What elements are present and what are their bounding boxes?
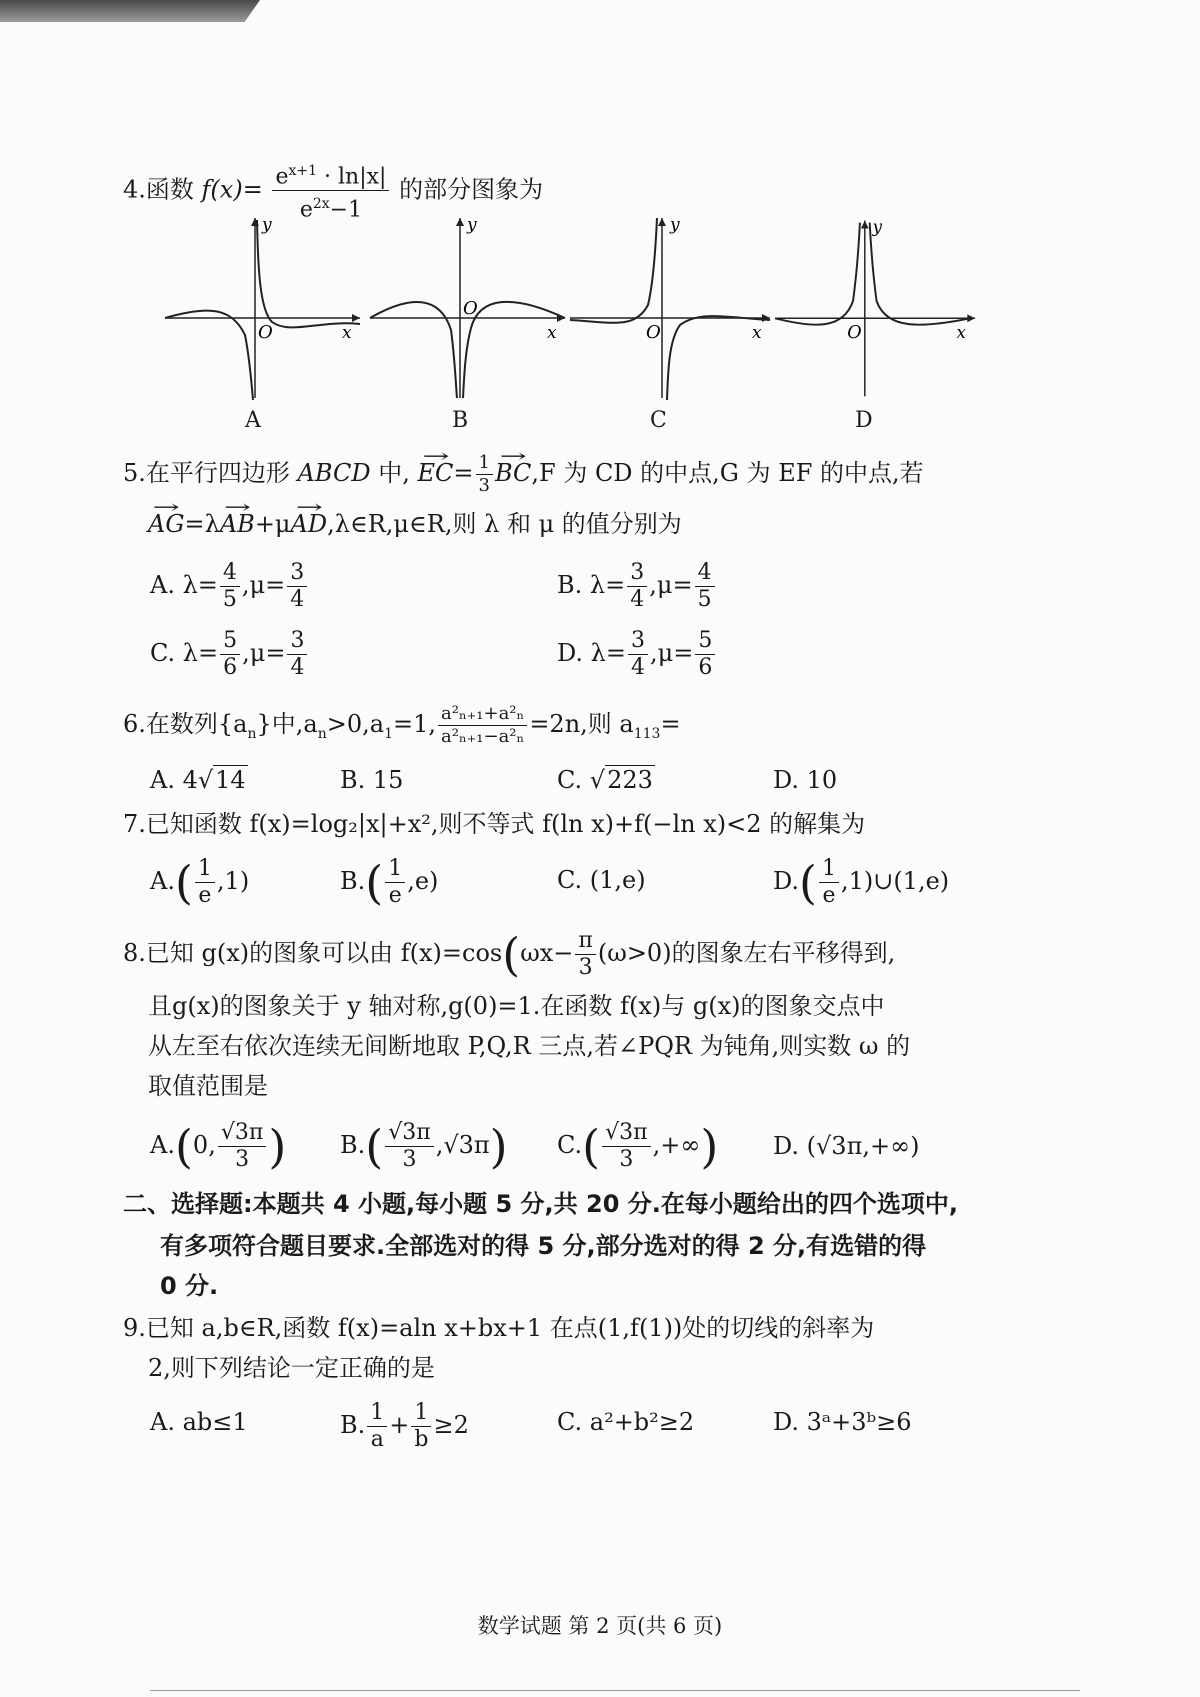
q6-lead2: }中,a [256,710,318,738]
q5-option-d[interactable] [557,628,717,681]
q8-d-key: D. (√3π,+∞) [773,1132,920,1160]
q6-tail-sub: 113 [633,725,661,742]
q5-b-n1: 3 [627,560,647,587]
q9-option-c[interactable]: C. a²+b²≥2 [557,1408,695,1436]
question-8-line-3: 从左至右依次连续无间断地取 P,Q,R 三点,若∠PQR 为钝角,则实数 ω 的 [148,1032,911,1060]
q6-d-key: D. 10 [773,766,838,794]
q5-eq: = [453,459,474,487]
question-8-line-2: 且g(x)的图象关于 y 轴对称,g(0)=1.在函数 f(x)与 g(x)的图象交点中 [148,992,885,1020]
graph-d-y: y [872,217,882,237]
q6-frac-d: a²ₙ₊₁−a²ₙ [441,726,525,747]
q8-a-n: √3π [218,1120,266,1147]
q8-option-c[interactable]: C.( $\frac{√3\pi}{3}$ ,+∞) [557,1119,719,1174]
vector-bc: → BC [495,457,531,489]
q8-frac-d: 3 [578,955,593,980]
q8-c-r: ,+∞ [652,1131,701,1159]
q9-b-n2: 1 [411,1400,431,1427]
q5-d-mid: ,μ= [649,639,694,667]
q5-frac-n: 1 [476,452,493,475]
question-5-line-2 [148,508,682,540]
q5-d-frac1 [628,628,648,681]
q7-b-n: 1 [385,856,405,883]
q7-a-frac [195,856,215,909]
graph-b-x: x [547,323,557,343]
q9-option-d[interactable]: D. 3ᵃ+3ᵇ≥6 [773,1408,912,1436]
q7-b-r: ,e) [407,867,439,895]
q5-option-a[interactable] [150,560,309,613]
graph-d-x: x [956,322,966,342]
graph-b-label: B [452,408,469,433]
q9-b-key: B. [340,1411,366,1439]
q5-a-n2: 3 [287,560,307,587]
q5-a-frac2 [287,560,307,613]
q8-b-r: ,√3π [435,1131,490,1159]
q5-b-n2: 4 [695,560,715,587]
question-9-line-1: 9.已知 a,b∈R,函数 f(x)=aln x+bx+1 在点(1,f(1))处的切线的斜率为 [123,1314,875,1342]
q6-lead3: >0,a [326,710,385,738]
graph-a [160,210,365,450]
q5-a-key: A. λ= [150,571,218,599]
q9-b-frac1 [367,1400,387,1453]
q8-frac-n: π [575,928,595,955]
q6-tail: =2n,则 a [529,710,634,738]
q7-option-a[interactable]: A.( $\frac{1}{e}$ ,1) [150,855,250,910]
graph-a-x: x [342,323,352,343]
q8-a-frac [218,1120,266,1173]
q5-option-c[interactable] [150,628,309,681]
q6-a-key: A. 4 [150,766,198,794]
q8-c-frac [602,1120,650,1173]
q4-den-base: e [299,197,313,223]
q5-c-d2: 4 [290,655,305,680]
q8-b-d: 3 [402,1147,417,1172]
q5-line2-c: ,λ∈R,μ∈R,则 λ 和 μ 的值分别为 [327,510,682,538]
question-5-line-1 [123,452,924,497]
q5-c-n2: 3 [287,628,307,655]
q5-b-d1: 4 [630,587,645,612]
graph-a-origin: O [258,322,273,343]
q7-d-n: 1 [819,856,839,883]
vector-ag: → AG [148,508,185,540]
q5-b-key: B. λ= [557,571,626,599]
q5-d-d2: 6 [698,655,713,680]
q6-b-key: B. 15 [340,766,404,794]
graph-c-label: C [650,408,667,433]
q5-text-c: 中, [378,459,410,487]
graph-d-origin: O [847,322,862,343]
q5-d-frac2 [695,628,715,681]
q6-option-b[interactable] [340,764,403,796]
scan-corner-shadow [0,0,260,22]
q5-abcd: ABCD [297,459,371,487]
q7-d-key: D. [773,867,800,895]
q4-num-base: e [275,164,289,190]
q5-c-frac1 [220,628,240,681]
q8-option-d[interactable] [773,1130,919,1162]
q7-a-r: ,1) [216,867,250,895]
q5-c-frac2 [287,628,307,681]
q8-a-key: A. [150,1131,175,1159]
q6-lead: 6.在数列{a [123,710,248,738]
q9-option-a[interactable]: A. ab≤1 [150,1408,248,1436]
q9-option-b[interactable]: B. $\frac{1}{a}$ + $\frac{1}{b}$ ≥2 [340,1400,469,1452]
q5-a-d1: 5 [222,587,237,612]
q8-b-frac [385,1120,433,1173]
q6-c-key: C. [557,766,590,794]
q5-d-n2: 5 [695,628,715,655]
q5-line2-a: =λ [184,510,220,538]
q8-option-b[interactable]: B.( $\frac{√3\pi}{3}$ ,√3π) [340,1119,508,1174]
question-7: 7.已知函数 f(x)=log₂|x|+x²,则不等式 f(ln x)+f(−ln x)<2 的解集为 [123,810,866,838]
graph-c [570,210,775,450]
q8-line1-b: ωx− [520,939,574,967]
q4-fx: f(x)= [201,175,263,204]
q5-b-d2: 5 [697,587,712,612]
graph-c-x: x [752,323,762,343]
section-2-heading-line-1: 二、选择题:本题共 4 小题,每小题 5 分,共 20 分.在每小题给出的四个选项中, [123,1190,958,1218]
q5-a-mid: ,μ= [241,571,286,599]
q9-b-frac2 [411,1400,431,1453]
q5-text-a: 5.在平行四边形 [123,459,290,487]
bottom-rule [150,1690,1080,1691]
q9-b-r: ≥2 [433,1411,469,1439]
q5-line2-b: +μ [254,510,291,538]
q7-c-key: C. (1,e) [557,866,646,894]
q5-b-frac1 [627,560,647,613]
q8-line1-c: (ω>0)的图象左右平移得到, [597,939,896,967]
q5-text-d: ,F 为 CD 的中点,G 为 EF 的中点,若 [531,459,924,487]
section-2-heading-line-3: 0 分. [160,1272,219,1300]
q4-num-rest: · ln|x| [317,164,387,190]
question-6: 6.在数列$\{a_n\}$中$,a_n>0,a_1=1$, $\frac{\text{a²ₙ₊₁+a²ₙ}}{\text{a²ₙ₊₁−a²ₙ}}$ =2n,则 $a_{113}=$ [123,703,681,747]
q8-a-d: 3 [235,1147,250,1172]
q6-option-c[interactable]: C. √223 [557,766,653,794]
q5-c-d1: 6 [223,655,238,680]
graph-d [775,210,980,450]
q9-b-d2: b [414,1427,429,1452]
q4-den-exp: 2x [312,196,330,213]
vector-ab: → AB [220,508,255,540]
q4-num-exp: x+1 [288,163,318,179]
q5-a-n1: 4 [220,560,240,587]
q6-frac-n: a²ₙ₊₁+a²ₙ [438,703,527,726]
q5-d-n1: 3 [628,628,648,655]
q7-b-frac [385,856,405,909]
q8-a-l: 0, [192,1131,216,1159]
graph-b-origin: O [463,298,478,319]
q8-option-a[interactable]: A.(0, $\frac{√3\pi}{3}$ ) [150,1119,287,1174]
vector-ad: → AD [291,508,328,540]
question-8-line-4: 取值范围是 [148,1072,268,1100]
q7-option-d[interactable]: D.( $\frac{1}{e}$ ,1)∪(1,e) [773,855,950,910]
question-9-line-2: 2,则下列结论一定正确的是 [148,1354,435,1382]
q6-option-d[interactable] [773,764,837,796]
vector-ec: → EC [418,457,454,489]
q5-frac-d: 3 [478,475,490,496]
graph-c-origin: O [646,322,661,343]
q4-lead: 4.函数 [123,175,194,204]
graph-d-label: D [855,408,873,433]
q8-b-n: √3π [385,1120,433,1147]
q7-d-r: ,1)∪(1,e) [840,867,950,895]
q5-c-key: C. λ= [150,639,219,667]
q5-c-n1: 5 [220,628,240,655]
q8-b-key: B. [340,1131,366,1159]
q4-den-rest: −1 [329,197,363,223]
q5-c-mid: ,μ= [242,639,286,667]
q9-b-d1: a [370,1427,384,1452]
q6-fraction [438,703,527,748]
q8-c-d: 3 [619,1147,634,1172]
q8-c-key: C. [557,1131,583,1159]
q7-a-d: e [198,883,212,908]
section-2-heading-line-2: 有多项符合题目要求.全部选对的得 5 分,部分选对的得 2 分,有选错的得 [160,1232,927,1260]
q5-b-frac2 [695,560,715,613]
q5-option-b[interactable] [557,560,717,613]
q7-d-d: e [822,883,836,908]
graph-a-label: A [245,408,261,433]
q7-option-b[interactable]: B.( $\frac{1}{e}$ ,e) [340,855,439,910]
q8-line1-a: 8.已知 g(x)的图象可以由 f(x)=cos [123,939,503,967]
q6-a-rad: 14 [215,766,246,794]
q5-a-frac1 [220,560,240,613]
q6-lead4: =1, [393,710,437,738]
q7-option-c[interactable] [557,864,646,896]
q8-c-n: √3π [602,1120,650,1147]
graph-c-y: y [670,215,680,235]
q6-c-rad: 223 [607,766,653,794]
q9-b-n1: 1 [367,1400,387,1427]
q5-a-d2: 4 [290,587,305,612]
graph-a-y: y [262,215,272,235]
q7-a-key: A. [150,867,175,895]
q5-d-d1: 4 [630,655,645,680]
q6-tail2: = [660,710,681,738]
question-8-line-1: 8.已知 g(x)的图象可以由 f(x)=cos(ωx− $\frac{\pi}{3}$ (ω>0)的图象左右平移得到, [123,927,896,982]
q8-fraction [575,928,595,981]
q7-a-n: 1 [195,856,215,883]
q7-d-frac [819,856,839,909]
q7-b-d: e [388,883,402,908]
q6-option-a[interactable]: A. 4√14 [150,766,246,794]
q4-tail: 的部分图象为 [399,175,544,204]
graph-b-y: y [467,215,477,235]
q5-d-key: D. λ= [557,639,626,667]
q7-b-key: B. [340,867,366,895]
page-footer: 数学试题 第 2 页(共 6 页) [477,1614,723,1638]
q5-b-mid: ,μ= [649,571,693,599]
